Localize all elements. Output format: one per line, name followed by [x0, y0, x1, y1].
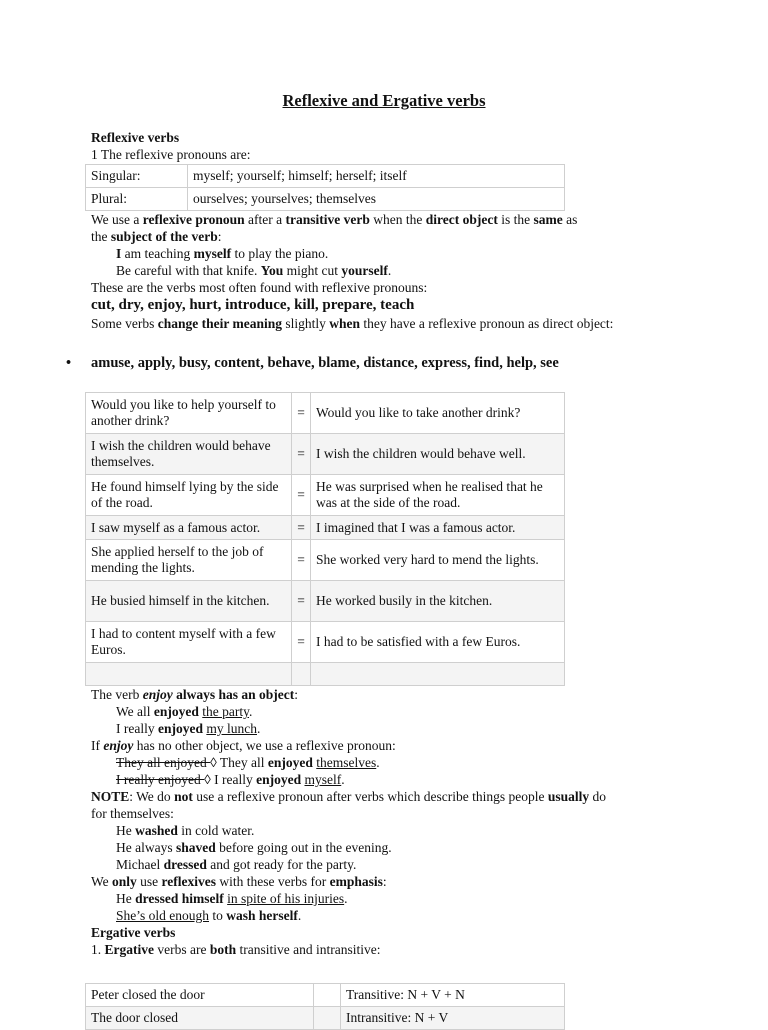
enjoy-rule: The verb enjoy always has an object: [91, 687, 299, 702]
bullet-icon: • [66, 355, 72, 371]
enjoy-no-object-rule: If enjoy has no other object, we use a reflexive pronoun: [91, 738, 396, 753]
example-sentence: Be careful with that knife. You might cut yourself. [116, 263, 392, 278]
reflexive-heading: Reflexive verbs [91, 130, 180, 145]
common-verbs-intro: These are the verbs most often found with reflexive pronouns: [91, 280, 428, 295]
reflexive-section [91, 129, 711, 163]
example-sentence: They all enjoyed ◊ They all enjoyed themselves. [116, 755, 380, 770]
meaning-verbs-list: amuse, apply, busy, content, behave, blame, distance, express, find, help, see [91, 355, 559, 371]
example-sentence: I really enjoyed my lunch. [116, 721, 261, 736]
table-row: I saw myself as a famous actor. = I imagined that I was a famous actor. [86, 516, 565, 540]
emphasis-rule: We only use reflexives with these verbs for emphasis: [91, 874, 387, 889]
page-title: Reflexive and Ergative verbs [282, 91, 486, 110]
reflexive-rule-block [91, 211, 711, 332]
table-row: The door closed Intransitive: N + V [86, 1007, 565, 1030]
table-row: He found himself lying by the side of the road. = He was surprised when he realised that he was at the side of the road. [86, 475, 565, 516]
rule-line-1: We use a reflexive pronoun after a transitive verb when the direct object is the same as [91, 212, 578, 227]
example-sentence: I really enjoyed ◊ I really enjoyed myself. [116, 772, 345, 787]
table-row [86, 188, 565, 211]
common-verbs-list: cut, dry, enjoy, hurt, introduce, kill, prepare, teach [91, 297, 415, 313]
enjoy-and-note-block [91, 686, 711, 958]
table-row: I had to content myself with a few Euros. = I had to be satisfied with a few Euros. [86, 622, 565, 663]
ergative-heading: Ergative verbs [91, 925, 176, 940]
note-line: NOTE: We do not use a reflexive pronoun after verbs which describe things people usually do [91, 789, 606, 804]
pronoun-label: Singular: [86, 165, 188, 188]
example-sentence: We all enjoyed the party. [116, 704, 253, 719]
table-row: I wish the children would behave themselves. = I wish the children would behave well. [86, 434, 565, 475]
meaning-verbs-bullet [66, 355, 746, 372]
pronoun-value: ourselves; yourselves; themselves [188, 188, 565, 211]
ergative-table [85, 983, 565, 1030]
table-row: She applied herself to the job of mending the lights. = She worked very hard to mend the lights. [86, 540, 565, 581]
example-sentence: He washed in cold water. [116, 823, 255, 838]
rule-line-2: the subject of the verb: [91, 229, 222, 244]
example-sentence: I am teaching myself to play the piano. [116, 246, 329, 261]
example-sentence: He dressed himself in spite of his injuries. [116, 891, 348, 906]
table-row: Would you like to help yourself to another drink? = Would you like to take another drink? [86, 393, 565, 434]
pronouns-intro: 1 The reflexive pronouns are: [91, 147, 251, 162]
meaning-change-line: Some verbs change their meaning slightly when they have a reflexive pronoun as direct object: [91, 316, 614, 331]
pronoun-table [85, 164, 565, 211]
ergative-intro: 1. Ergative verbs are both transitive and intransitive: [91, 942, 381, 957]
example-sentence: She’s old enough to wash herself. [116, 908, 302, 923]
table-row: Peter closed the door Transitive: N + V + N [86, 984, 565, 1007]
table-row [86, 165, 565, 188]
meaning-table [85, 392, 565, 686]
table-row: He busied himself in the kitchen. = He worked busily in the kitchen. [86, 581, 565, 622]
pronoun-value: myself; yourself; himself; herself; itself [188, 165, 565, 188]
example-sentence: He always shaved before going out in the evening. [116, 840, 392, 855]
table-row-empty [86, 663, 565, 686]
note-line-2: for themselves: [91, 806, 174, 821]
pronoun-label: Plural: [86, 188, 188, 211]
example-sentence: Michael dressed and got ready for the party. [116, 857, 357, 872]
